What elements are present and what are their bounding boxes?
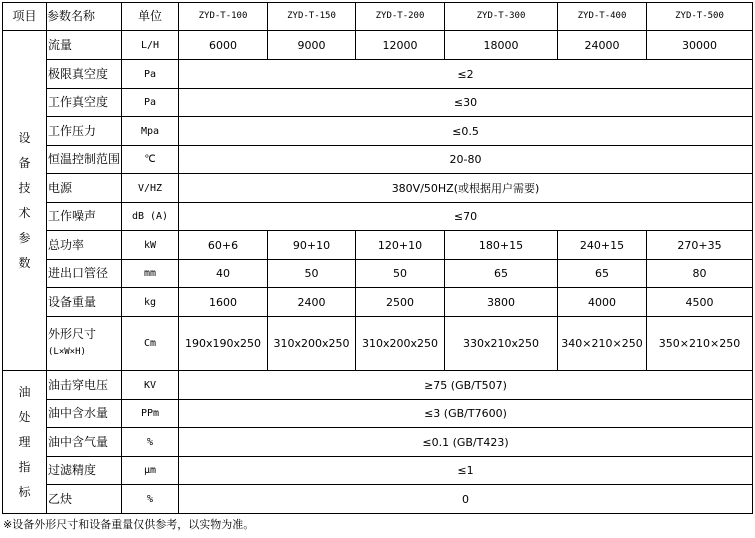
value-cell: 380V/50HZ(或根据用户需要)	[179, 174, 753, 203]
param-name: 设备重量	[47, 288, 122, 317]
param-unit: %	[122, 485, 179, 514]
value-cell: 180+15	[445, 231, 558, 260]
table-row	[3, 485, 753, 514]
param-name: 过滤精度	[47, 457, 122, 485]
value-cell: 60+6	[179, 231, 268, 260]
value-cell: 3800	[445, 288, 558, 317]
header-model: ZYD-T-300	[445, 3, 558, 31]
table-row	[3, 231, 753, 260]
param-name: 工作噪声	[47, 203, 122, 231]
value-cell: 90+10	[268, 231, 356, 260]
param-unit: PPm	[122, 400, 179, 428]
param-name	[47, 317, 122, 371]
value-cell: 24000	[558, 31, 647, 60]
param-unit: Pa	[122, 89, 179, 117]
table-row	[3, 400, 753, 428]
param-name: 工作压力	[47, 117, 122, 146]
param-name: 油中含水量	[47, 400, 122, 428]
table-row	[3, 174, 753, 203]
group-label-oil: 油处理指标	[3, 371, 47, 514]
param-unit: mm	[122, 260, 179, 288]
table-row	[3, 146, 753, 174]
param-unit: Pa	[122, 60, 179, 89]
param-name: 流量	[47, 31, 122, 60]
value-cell: 9000	[268, 31, 356, 60]
param-name-main: 外形尺寸	[48, 327, 97, 341]
table-row	[3, 288, 753, 317]
value-cell: 65	[558, 260, 647, 288]
value-cell: 80	[647, 260, 753, 288]
value-cell: ≤0.1 (GB/T423)	[179, 428, 753, 457]
param-unit: V/HZ	[122, 174, 179, 203]
param-name: 油中含气量	[47, 428, 122, 457]
param-unit: %	[122, 428, 179, 457]
value-cell: 50	[268, 260, 356, 288]
group-label-equipment: 设备技术参数	[3, 31, 47, 371]
value-cell: 0	[179, 485, 753, 514]
value-cell: 20-80	[179, 146, 753, 174]
param-name: 油击穿电压	[47, 371, 122, 400]
header-model: ZYD-T-200	[356, 3, 445, 31]
value-cell: 30000	[647, 31, 753, 60]
value-cell: ≤70	[179, 203, 753, 231]
param-unit: L/H	[122, 31, 179, 60]
param-unit: KV	[122, 371, 179, 400]
value-cell: ≤3 (GB/T7600)	[179, 400, 753, 428]
value-cell: ≤30	[179, 89, 753, 117]
table-row	[3, 89, 753, 117]
param-unit: μm	[122, 457, 179, 485]
param-unit: kW	[122, 231, 179, 260]
value-cell: 330x210x250	[445, 317, 558, 371]
value-cell: 4500	[647, 288, 753, 317]
value-cell: 50	[356, 260, 445, 288]
table-row	[3, 317, 753, 371]
param-name: 工作真空度	[47, 89, 122, 117]
value-cell: ≤2	[179, 60, 753, 89]
header-param: 参数名称	[47, 3, 122, 31]
value-cell: ≤0.5	[179, 117, 753, 146]
table-row	[3, 117, 753, 146]
value-cell: ≥75 (GB/T507)	[179, 371, 753, 400]
value-cell: 340×210×250	[558, 317, 647, 371]
value-cell: 350×210×250	[647, 317, 753, 371]
value-cell: ≤1	[179, 457, 753, 485]
param-unit: ℃	[122, 146, 179, 174]
spec-table	[2, 2, 753, 514]
header-model: ZYD-T-400	[558, 3, 647, 31]
value-cell: 2500	[356, 288, 445, 317]
header-unit: 单位	[122, 3, 179, 31]
value-cell: 65	[445, 260, 558, 288]
param-name: 恒温控制范围	[47, 146, 122, 174]
param-name: 总功率	[47, 231, 122, 260]
table-row	[3, 260, 753, 288]
table-row	[3, 457, 753, 485]
header-model: ZYD-T-150	[268, 3, 356, 31]
value-cell: 120+10	[356, 231, 445, 260]
table-row	[3, 428, 753, 457]
table-row	[3, 31, 753, 60]
table-row	[3, 371, 753, 400]
param-unit: Mpa	[122, 117, 179, 146]
param-name: 乙炔	[47, 485, 122, 514]
value-cell: 190x190x250	[179, 317, 268, 371]
param-name: 极限真空度	[47, 60, 122, 89]
param-unit: Cm	[122, 317, 179, 371]
value-cell: 1600	[179, 288, 268, 317]
header-row	[3, 3, 753, 31]
param-unit: kg	[122, 288, 179, 317]
value-cell: 310x200x250	[268, 317, 356, 371]
value-cell: 12000	[356, 31, 445, 60]
value-cell: 2400	[268, 288, 356, 317]
param-unit: dB (A)	[122, 203, 179, 231]
footnote: ※设备外形尺寸和设备重量仅供参考，以实物为准。	[3, 518, 255, 531]
table-row	[3, 203, 753, 231]
value-cell: 6000	[179, 31, 268, 60]
value-cell: 240+15	[558, 231, 647, 260]
value-cell: 310x200x250	[356, 317, 445, 371]
value-cell: 18000	[445, 31, 558, 60]
header-model: ZYD-T-500	[647, 3, 753, 31]
header-item: 项目	[3, 3, 47, 31]
table-row	[3, 60, 753, 89]
param-name: 进出口管径	[47, 260, 122, 288]
value-cell: 40	[179, 260, 268, 288]
value-cell: 270+35	[647, 231, 753, 260]
value-cell: 4000	[558, 288, 647, 317]
param-name: 电源	[47, 174, 122, 203]
header-model: ZYD-T-100	[179, 3, 268, 31]
param-name-sub: (L×W×H)	[48, 347, 86, 357]
